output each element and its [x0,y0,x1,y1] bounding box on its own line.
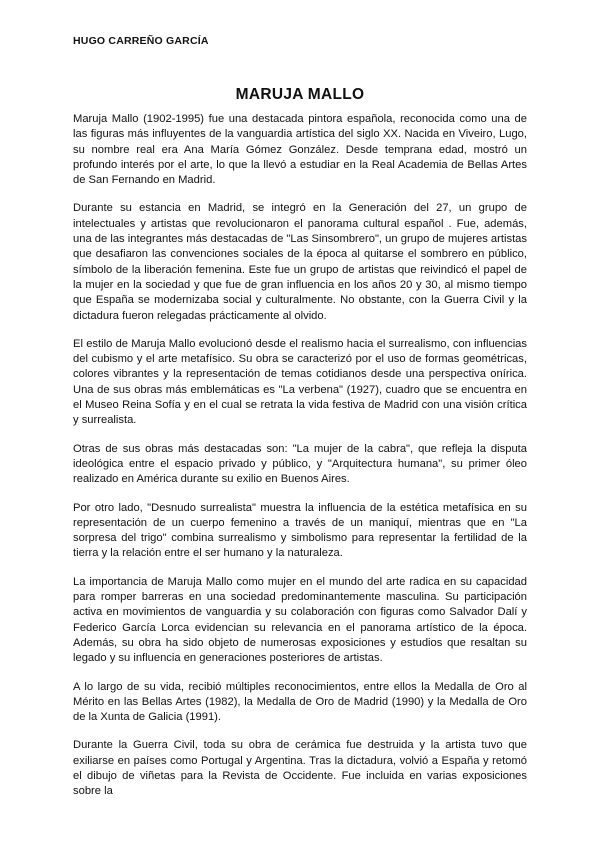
paragraph-6: La importancia de Maruja Mallo como mujer en el mundo del arte radica en su capacidad para romper barreras en una sociedad predominantemente masculina. Su participación activa en movimientos de vanguardia y su colaboración con figuras como Salvador Dalí y Federico García Lorca evidencian su relevancia en el panorama artístico de la época. Además, su obra ha sido objeto de numerosas exposiciones y estudios que resaltan su legado y su influencia en generaciones posteriores de artistas. [73,575,527,665]
paragraph-5: Por otro lado, "Desnudo surrealista" muestra la influencia de la estética metafísica en su representación de un cuerpo femenino a través de un maniquí, mientras que en "La sorpresa del trigo" combina surrealismo y simbolismo para representar la fertilidad de la tierra y la relación entre el ser humano y la naturaleza. [73,501,527,560]
paragraph-7: A lo largo de su vida, recibió múltiples reconocimientos, entre ellos la Medalla de Oro al Mérito en las Bellas Artes (1982), la Medalla de Oro de Madrid (1990) y la Medalla de Oro de la Xunta de Galicia (1991). [73,680,527,724]
paragraph-3: El estilo de Maruja Mallo evolucionó desde el realismo hacia el surrealismo, con influencias del cubismo y el arte metafísico. Su obra se caracterizó por el uso de formas geométricas, colores vibrantes y la representación de temas cotidianos desde una perspectiva onírica. Una de sus obras más emblemáticas es "La verbena" (1927), cuadro que se encuentra en el Museo Reina Sofía y en el cual se retrata la vida festiva de Madrid con una visión crítica y surrealista. [73,337,527,427]
author-name: HUGO CARREÑO GARCÍA [73,35,209,47]
paragraph-8: Durante la Guerra Civil, toda su obra de cerámica fue destruida y la artista tuvo que exiliarse en países como Portugal y Argentina. Tras la dictadura, volvió a España y retomó el dibujo de viñetas para la Revista de Occidente. Fue incluida en varias exposiciones sobre la [73,739,527,798]
paragraph-2: Durante su estancia en Madrid, se integró en la Generación del 27, un grupo de intelectuales y artistas que revolucionaron el panorama cultural español . Fue, además, una de las integrantes más destacadas de "Las Sinsombrero", un grupo de mujeres artistas que desafiaron las convenciones sociales de la época al quitarse el sombrero en público, símbolo de la liberación femenina. Este fue un grupo de artistas que reivindicó el papel de la mujer en la sociedad y que fue de gran influencia en los años 20 y 30, al mismo tiempo que España se modernizaba social y culturalmente. No obstante, con la Guerra Civil y la dictadura fueron relegadas prácticamente al olvido. [73,202,527,322]
document-body [73,112,527,813]
paragraph-1: Maruja Mallo (1902-1995) fue una destacada pintora española, reconocida como una de las figuras más influyentes de la vanguardia artística del siglo XX. Nacida en Viveiro, Lugo, su nombre real era Ana María Gómez González. Desde temprana edad, mostró un profundo interés por el arte, lo que la llevó a estudiar en la Real Academia de Bellas Artes de San Fernando en Madrid. [73,113,527,187]
document-title: MARUJA MALLO [235,86,365,103]
paragraph-4: Otras de sus obras más destacadas son: "La mujer de la cabra", que refleja la disputa ideológica entre el espacio privado y público, y "Arquitectura humana", su primer óleo realizado en América durante su exilio en Buenos Aires. [73,442,527,486]
